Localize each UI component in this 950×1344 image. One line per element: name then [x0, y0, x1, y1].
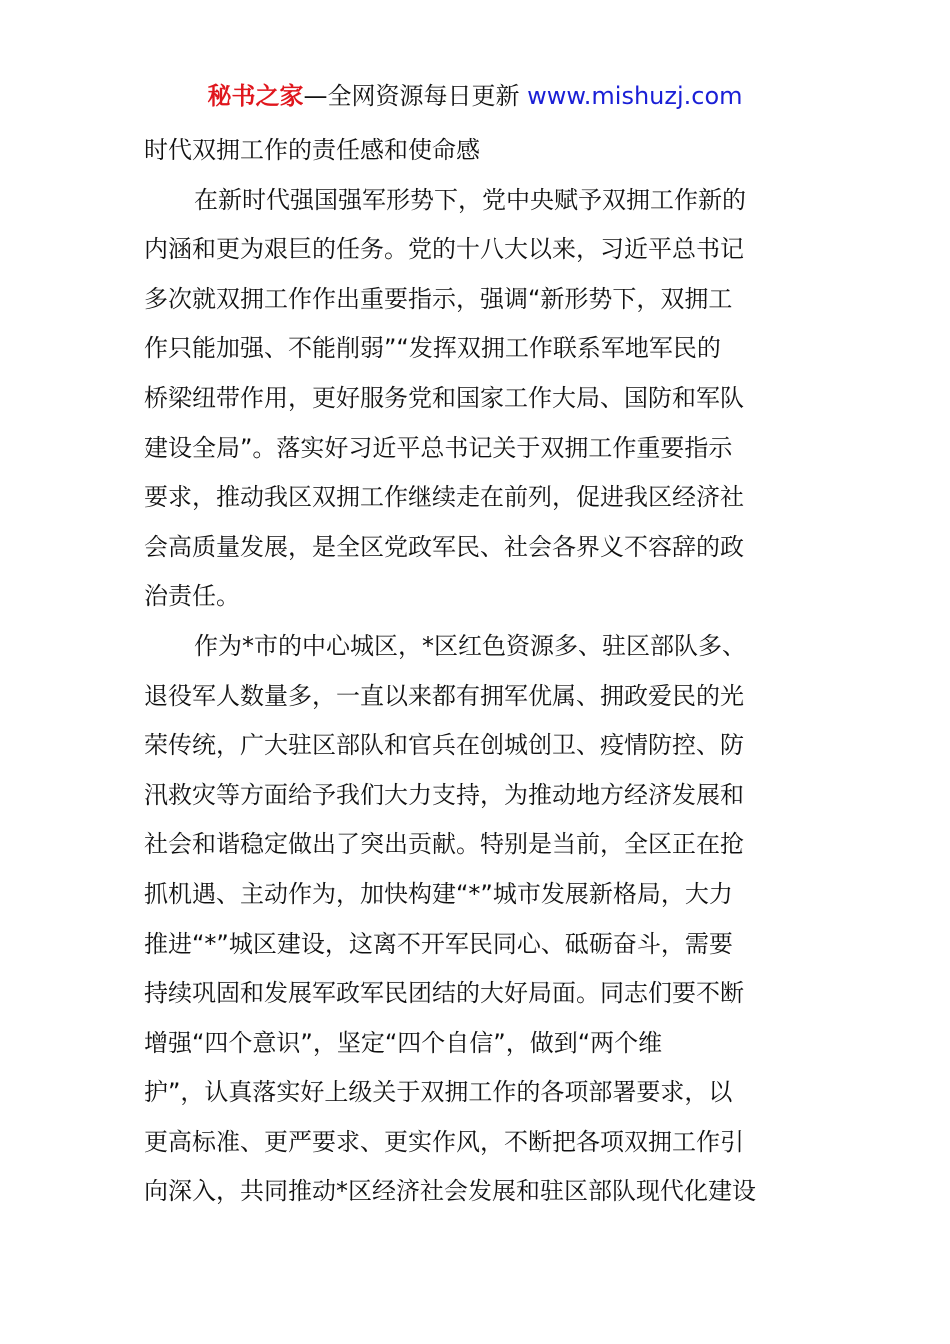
text-line: 护”，认真落实好上级关于双拥工作的各项部署要求，以	[144, 1078, 733, 1107]
site-header	[0, 80, 950, 112]
text-line: 会高质量发展，是全区党政军民、社会各界义不容辞的政	[144, 532, 744, 561]
paragraph-start-line: 在新时代强国强军形势下，党中央赋予双拥工作新的	[194, 185, 746, 214]
site-brand: 秘书之家	[207, 82, 304, 110]
text-line: 治责任。	[144, 582, 240, 611]
text-line: 退役军人数量多，一直以来都有拥军优属、拥政爱民的光	[144, 681, 744, 710]
text-line: 更高标准、更严要求、更实作风，不断把各项双拥工作引	[144, 1127, 744, 1156]
text-line: 桥梁纽带作用，更好服务党和国家工作大局、国防和军队	[144, 383, 744, 412]
text-line: 抓机遇、主动作为，加快构建“*”城市发展新格局，大力	[144, 879, 733, 908]
text-line: 汛救灾等方面给予我们大力支持，为推动地方经济发展和	[144, 780, 744, 809]
document-body	[144, 126, 812, 1217]
text-line: 持续巩固和发展军政军民团结的大好局面。同志们要不断	[144, 979, 744, 1008]
text-line: 要求，推动我区双拥工作继续走在前列，促进我区经济社	[144, 483, 744, 512]
text-line: 荣传统，广大驻区部队和官兵在创城创卫、疫情防控、防	[144, 731, 744, 760]
text-line: 多次就双拥工作作出重要指示，强调“新形势下，双拥工	[144, 284, 733, 313]
text-line: 增强“四个意识”，坚定“四个自信”，做到“两个维	[144, 1028, 663, 1057]
site-url-link[interactable]: www.mishuzj.com	[527, 82, 743, 110]
text-line: 向深入，共同推动*区经济社会发展和驻区部队现代化建设	[144, 1177, 756, 1206]
text-line: 社会和谐稳定做出了突出贡献。特别是当前，全区正在抢	[144, 830, 744, 859]
site-tagline: —全网资源每日更新	[303, 82, 520, 110]
text-line: 作只能加强、不能削弱”“发挥双拥工作联系军地军民的	[144, 334, 721, 363]
paragraph-start-line: 作为*市的中心城区，*区红色资源多、驻区部队多、	[194, 631, 746, 660]
text-line: 时代双拥工作的责任感和使命感	[144, 136, 480, 164]
text-line: 内涵和更为艰巨的任务。党的十八大以来，习近平总书记	[144, 235, 744, 264]
text-line: 推进“*”城区建设，这离不开军民同心、砥砺奋斗，需要	[144, 929, 733, 958]
text-line: 建设全局”。落实好习近平总书记关于双拥工作重要指示	[144, 433, 733, 462]
